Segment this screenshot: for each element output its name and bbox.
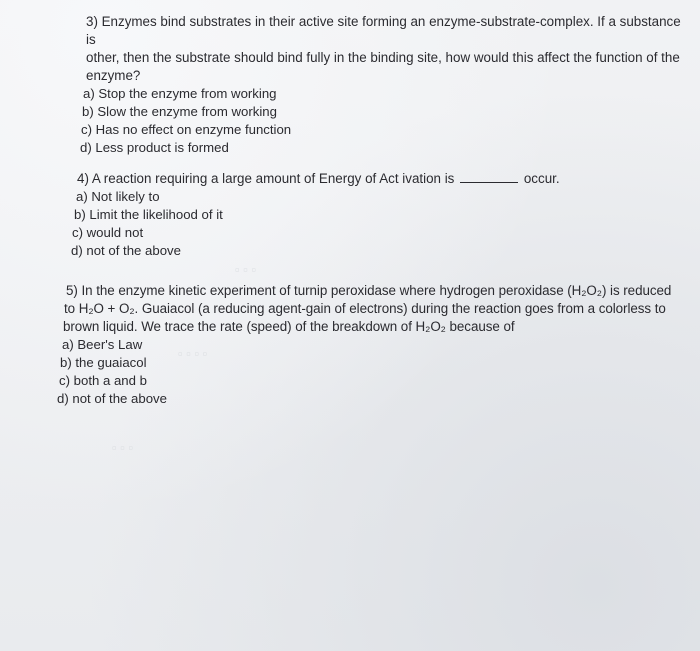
question-3-option-a: a) Stop the enzyme from working xyxy=(83,86,277,101)
question-4-option-a: a) Not likely to xyxy=(76,189,160,204)
question-4 xyxy=(71,170,637,260)
question-5-stem-line: brown liquid. We trace the rate (speed) of the breakdown of H₂O₂ because of xyxy=(63,319,515,334)
question-5-stem-line: 5) In the enzyme kinetic experiment of turnip peroxidase where hydrogen peroxidase (H₂O₂) is reduced xyxy=(66,283,672,298)
show-through-mark: ▫ ▫ ▫ ▫ xyxy=(178,346,208,361)
question-3-option-b: b) Slow the enzyme from working xyxy=(82,104,277,119)
question-4-stem-end: occur. xyxy=(523,171,560,186)
question-5-stem-line: to H₂O + O₂. Guaiacol (a reducing agent-gain of electrons) during the reaction goes from a colorless to xyxy=(64,301,666,316)
question-5-stem xyxy=(62,282,698,336)
question-3-option-d: d) Less product is formed xyxy=(80,140,229,155)
question-3-stem xyxy=(86,13,686,85)
question-4-stem-start: 4) A reaction requiring a large amount of Energy of Act ivation is xyxy=(77,171,455,186)
question-4-option-c: c) would not xyxy=(72,225,144,240)
question-5-option-d: d) not of the above xyxy=(57,391,167,406)
show-through-mark: ▫ ▫ ▫ xyxy=(112,440,134,455)
question-4-option-b: b) Limit the likelihood of it xyxy=(74,207,223,222)
question-3 xyxy=(80,13,686,157)
question-3-stem-line: enzyme? xyxy=(86,68,141,83)
question-3-stem-line: other, then the substrate should bind fully in the binding site, how would this affect the function of the xyxy=(86,50,680,65)
question-3-stem-line: 3) Enzymes bind substrates in their active site forming an enzyme-substrate-complex. If a substance is xyxy=(86,14,681,47)
question-5 xyxy=(57,282,698,408)
question-4-option-d: d) not of the above xyxy=(71,243,181,258)
question-5-option-c: c) both a and b xyxy=(59,373,147,388)
question-5-option-a: a) Beer's Law xyxy=(62,337,143,352)
question-4-stem xyxy=(77,170,637,188)
answer-blank xyxy=(460,172,518,183)
show-through-mark: ▫ ▫ ▫ xyxy=(235,262,257,277)
question-3-option-c: c) Has no effect on enzyme function xyxy=(81,122,292,137)
question-5-option-b: b) the guaiacol xyxy=(60,355,147,370)
